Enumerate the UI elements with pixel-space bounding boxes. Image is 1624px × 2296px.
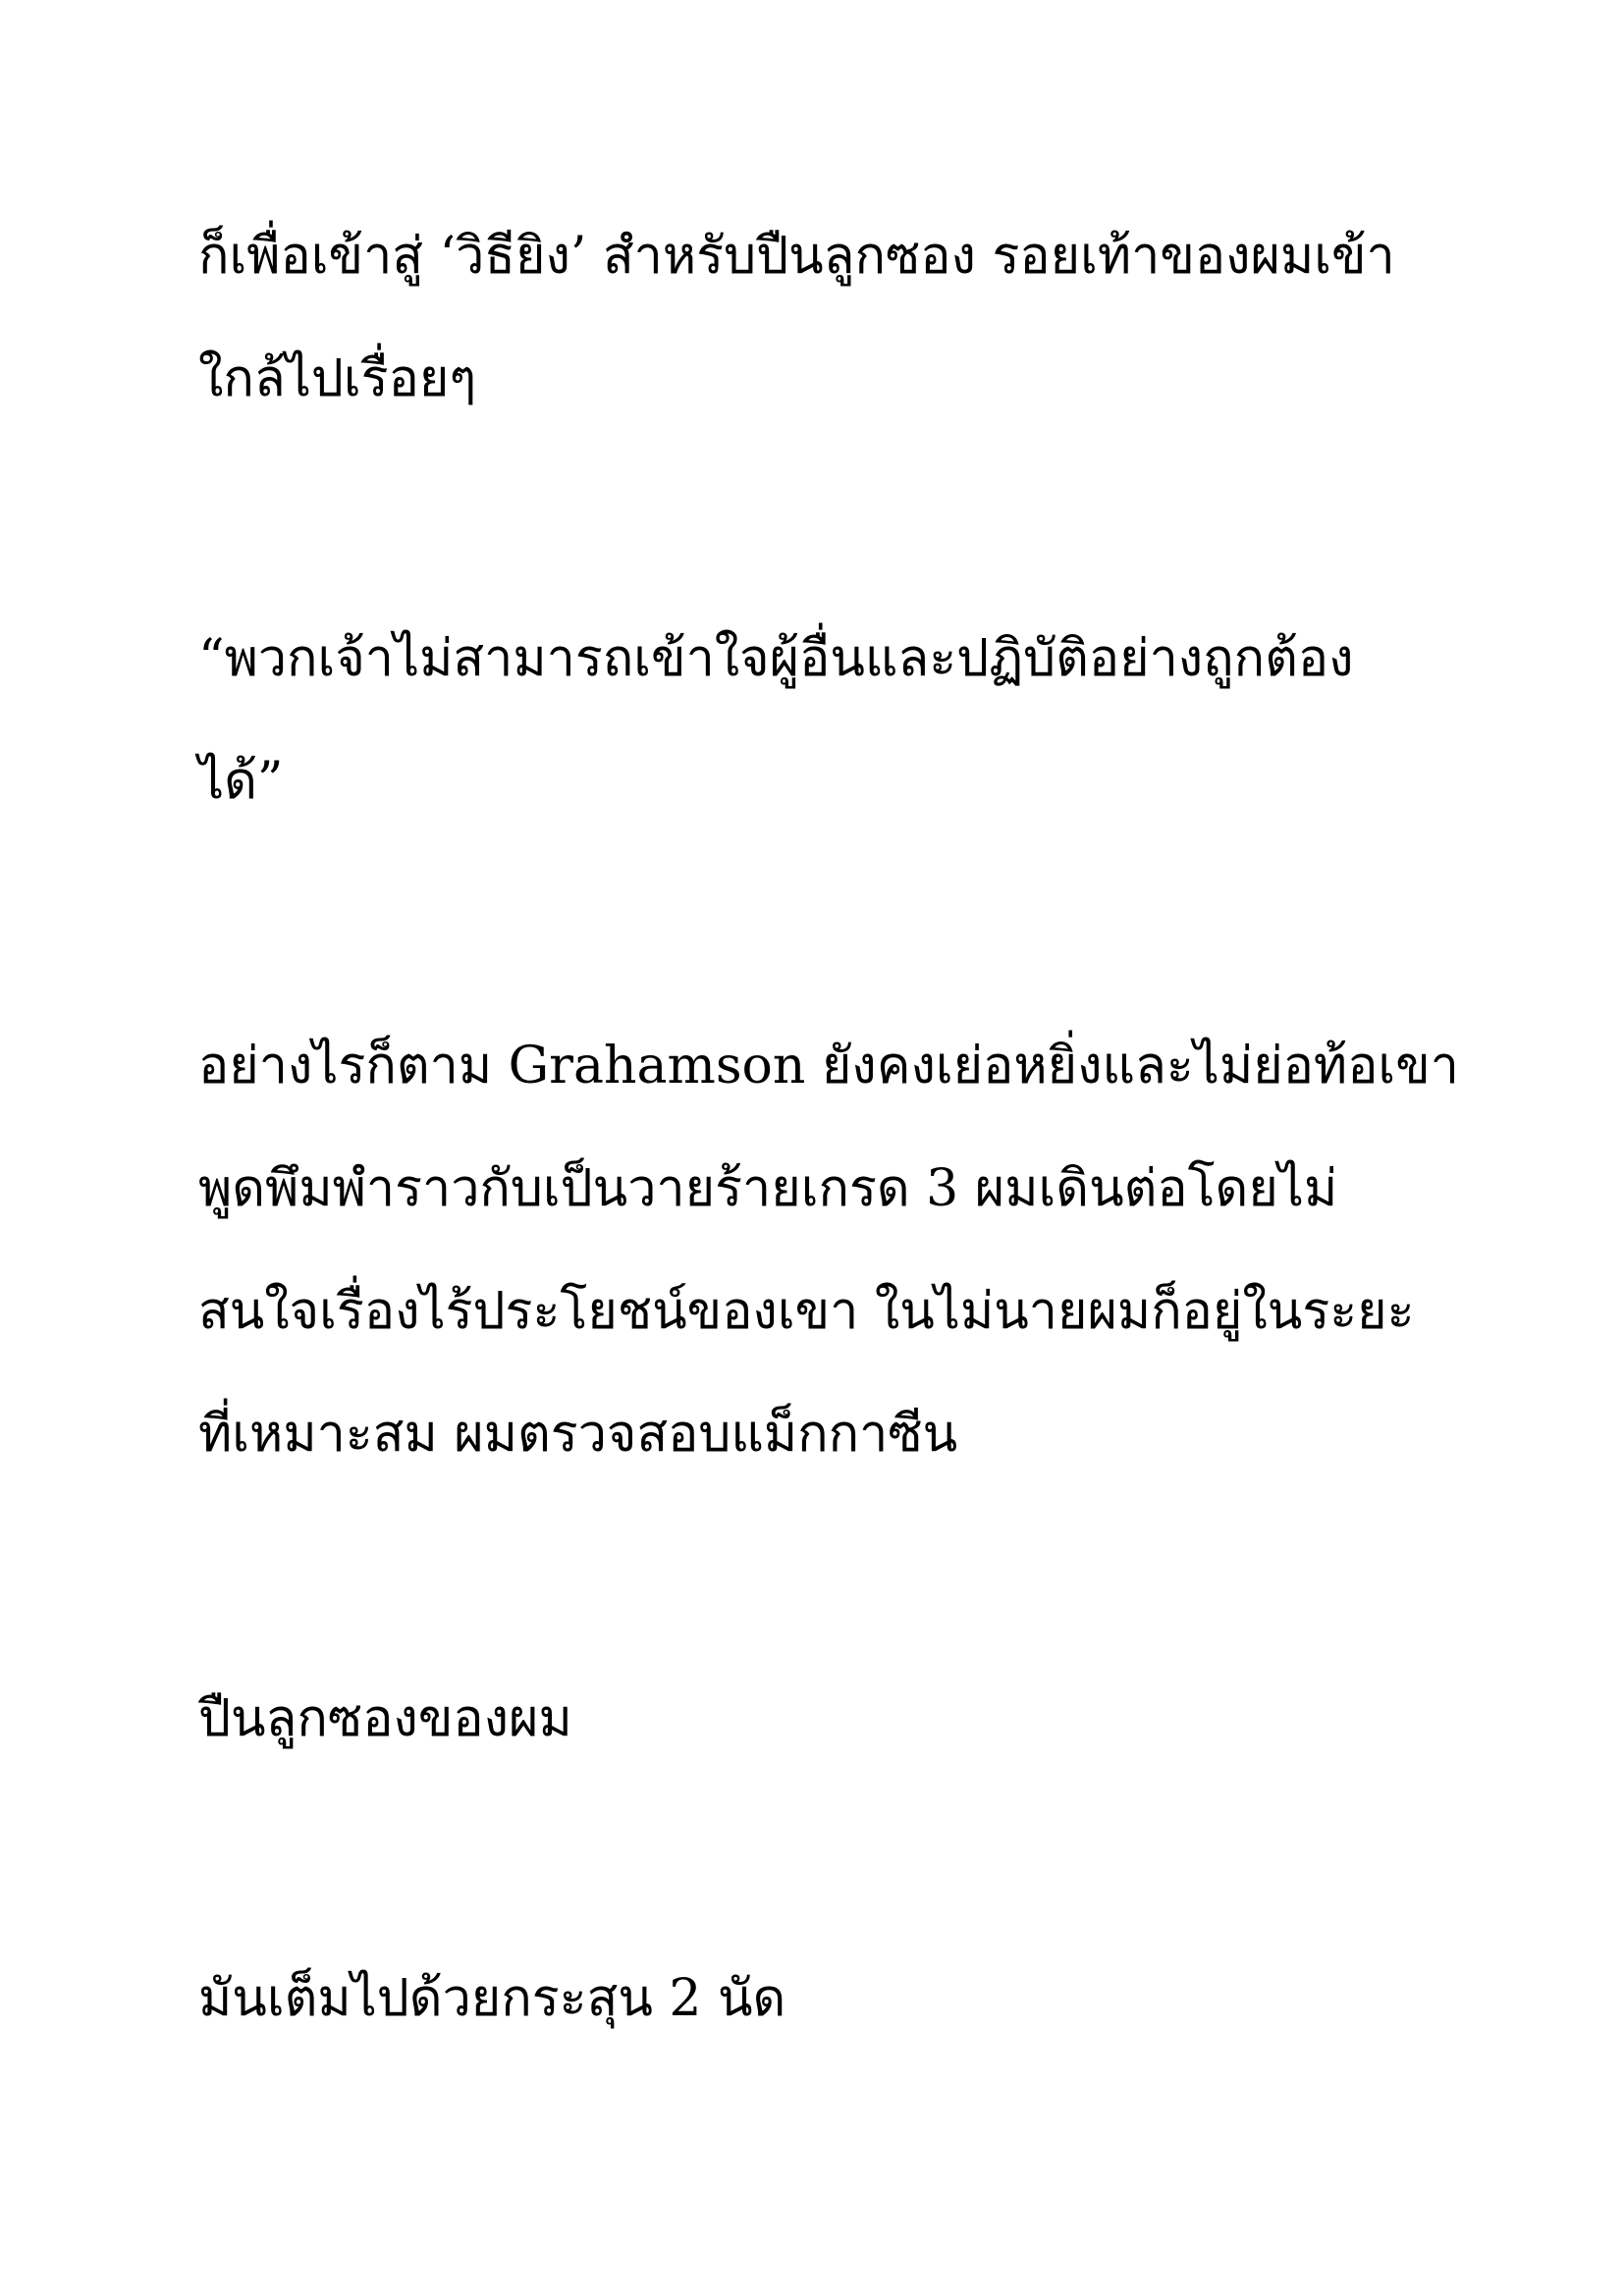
paragraph-1-line-2: ใกล้ไปเรื่อยๆ: [198, 349, 477, 408]
paragraph-2-line-2: ได้”: [198, 752, 284, 811]
paragraph-4-line-1: ปืนลูกซองของผม: [198, 1689, 572, 1748]
paragraph-3-line-1: อย่างไรก็ตาม Grahamson ยังคงเย่อหยิ่งและไม่ย่อท้อเขา: [198, 1037, 1459, 1095]
paragraph-1-line-1: ก็เพื่อเข้าสู่ ‘วิธียิง’ สำหรับปืนลูกซอง รอยเท้าของผมเข้า: [198, 227, 1395, 286]
paragraph-2-line-1: “พวกเจ้าไม่สามารถเข้าใจผู้อื่นและปฏิบัติอย่างถูกต้อง: [198, 629, 1354, 688]
paragraph-5-line-1: มันเต็มไปด้วยกระสุน 2 นัด: [198, 1969, 786, 2028]
paragraph-3-line-2: พูดพึมพำราวกับเป็นวายร้ายเกรด 3 ผมเดินต่อโดยไม่: [198, 1159, 1338, 1218]
paragraph-3-line-3: สนใจเรื่องไร้ประโยชน์ของเขา ในไม่นายผมก็อยู่ในระยะ: [198, 1282, 1415, 1341]
paragraph-3-line-4: ที่เหมาะสม ผมตรวจสอบแม็กกาซีน: [198, 1405, 958, 1464]
